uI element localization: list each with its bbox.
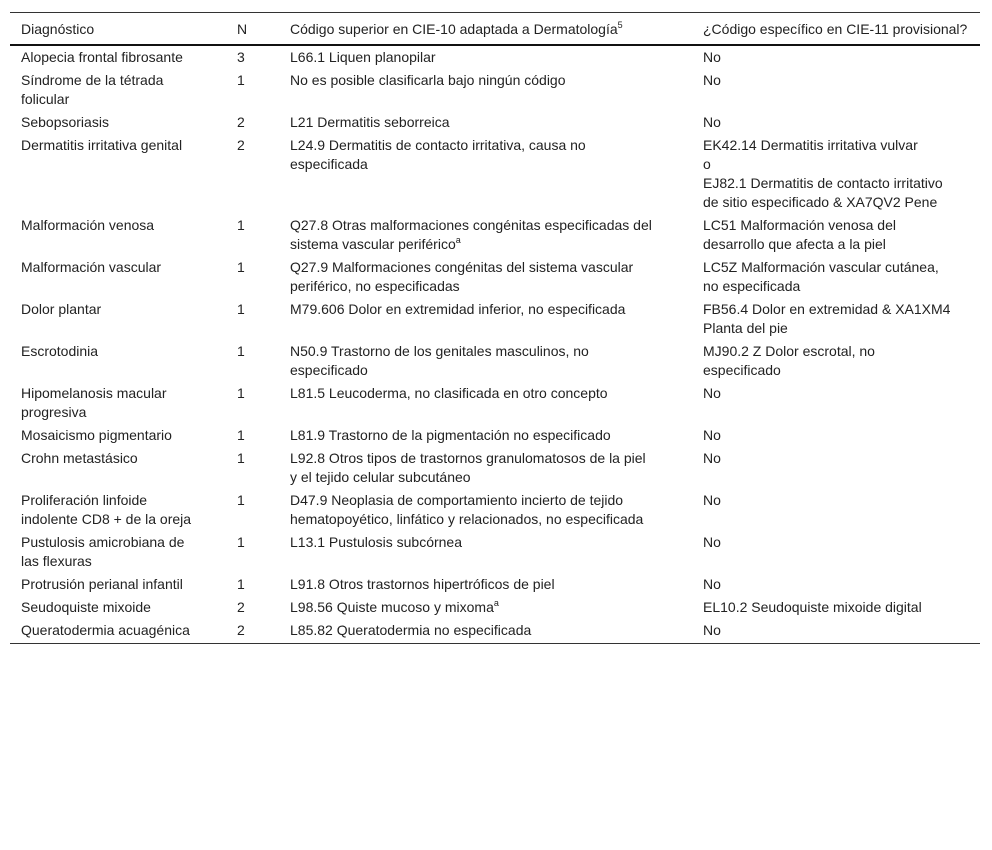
cell-cie10-text: L85.82 Queratodermia no especificada [290,622,532,638]
cell-cie11: No [703,534,721,550]
cell-n: 1 [237,259,245,275]
table-row [10,424,980,447]
header-n: N [237,21,248,37]
cell-cie10-text: D47.9 Neoplasia de comportamiento incierto de tejido hematopoyético, linfático y relacionados, no especificada [290,492,644,527]
cell-cie10 [279,424,692,447]
cell-n: 1 [237,534,245,550]
table-row [10,298,980,340]
cell-cie10-text: M79.606 Dolor en extremidad inferior, no especificada [290,301,626,317]
cell-cie10-text: L66.1 Liquen planopilar [290,49,436,65]
cell-cie10-text: L92.8 Otros tipos de trastornos granulomatosos de la piel y el tejido celular subcutáneo [290,450,646,485]
cell-diagnostico: Crohn metastásico [21,450,138,466]
cell-cie11: LC5Z Malformación vascular cutánea, no especificada [703,259,939,294]
table-row [10,111,980,134]
cell-cie10 [279,69,692,111]
cell-cie10-text: No es posible clasificarla bajo ningún código [290,72,566,88]
cell-cie10 [279,111,692,134]
cell-cie10 [279,298,692,340]
cell-cie11: No [703,576,721,592]
table-row [10,573,980,596]
cell-cie10 [279,134,692,214]
table-row [10,489,980,531]
cell-cie10-text: L91.8 Otros trastornos hipertróficos de piel [290,576,555,592]
cell-diagnostico: Hipomelanosis macular progresiva [21,385,167,420]
cell-n: 2 [237,137,245,153]
table-row [10,69,980,111]
footnote-ref: a [455,235,461,245]
diagnosis-table [10,12,980,644]
cell-diagnostico: Malformación venosa [21,217,155,233]
cell-cie10-text: N50.9 Trastorno de los genitales masculinos, no especificado [290,343,589,378]
cell-n: 1 [237,450,245,466]
cell-cie10 [279,619,692,644]
cell-diagnostico: Dermatitis irritativa genital [21,137,183,153]
cell-diagnostico: Mosaicismo pigmentario [21,427,172,443]
cell-n: 2 [237,114,245,130]
cell-cie11: EL10.2 Seudoquiste mixoide digital [703,599,922,615]
cell-cie11: No [703,622,721,638]
cell-cie10 [279,489,692,531]
cell-n: 1 [237,217,245,233]
cell-diagnostico: Malformación vascular [21,259,162,275]
cell-diagnostico: Protrusión perianal infantil [21,576,183,592]
cell-cie10 [279,447,692,489]
cell-n: 1 [237,301,245,317]
cell-cie10-text: L13.1 Pustulosis subcórnea [290,534,462,550]
cell-cie10-text: L24.9 Dermatitis de contacto irritativa, causa no especificada [290,137,586,172]
table-row [10,256,980,298]
cell-cie10-text: L81.9 Trastorno de la pigmentación no especificado [290,427,611,443]
cell-cie11: No [703,385,721,401]
cell-cie10 [279,531,692,573]
cell-n: 1 [237,72,245,88]
table-row [10,619,980,644]
cell-diagnostico: Pustulosis amicrobiana de las flexuras [21,534,185,569]
table-row [10,382,980,424]
cell-cie10-text: Q27.8 Otras malformaciones congénitas especificadas del sistema vascular periférico [290,217,652,252]
table-row [10,340,980,382]
cell-diagnostico: Queratodermia acuagénica [21,622,190,638]
cell-n: 3 [237,49,245,65]
cell-n: 2 [237,622,245,638]
cell-cie11: No [703,427,721,443]
cell-cie10 [279,256,692,298]
header-cie10 [279,13,692,46]
table-header-row [10,13,980,46]
cell-diagnostico: Síndrome de la tétrada folicular [21,72,164,107]
cell-cie10 [279,340,692,382]
cell-n: 2 [237,599,245,615]
cell-n: 1 [237,343,245,359]
cell-n: 1 [237,492,245,508]
footnote-ref: a [493,598,499,608]
cell-cie10-text: Q27.9 Malformaciones congénitas del sistema vascular periférico, no especificadas [290,259,634,294]
cell-diagnostico: Escrotodinia [21,343,99,359]
cell-cie11: MJ90.2 Z Dolor escrotal, no especificado [703,343,875,378]
cell-cie10-text: L98.56 Quiste mucoso y mixoma [290,599,494,615]
cell-diagnostico: Seudoquiste mixoide [21,599,151,615]
table-row [10,596,980,619]
cell-cie10 [279,214,692,256]
cell-cie10-text: L21 Dermatitis seborreica [290,114,450,130]
cell-cie11: LC51 Malformación venosa del desarrollo que afecta a la piel [703,217,896,252]
cell-cie11: FB56.4 Dolor en extremidad & XA1XM4 Planta del pie [703,301,951,336]
cell-diagnostico: Dolor plantar [21,301,102,317]
cell-diagnostico: Sebopsoriasis [21,114,109,130]
header-cie10-label: Código superior en CIE-10 adaptada a Dermatología [290,21,618,37]
cell-cie11: EK42.14 Dermatitis irritativa vulvar o EJ82.1 Dermatitis de contacto irritativo de sitio especificado & XA7QV2 Pene [703,137,943,210]
cell-cie10 [279,596,692,619]
cell-n: 1 [237,385,245,401]
cell-n: 1 [237,427,245,443]
header-cie11: ¿Código específico en CIE-11 provisional? [703,21,968,37]
table-row [10,214,980,256]
cell-n: 1 [237,576,245,592]
cell-cie10-text: L81.5 Leucoderma, no clasificada en otro concepto [290,385,608,401]
cell-diagnostico: Proliferación linfoide indolente CD8 + de la oreja [21,492,192,527]
cell-diagnostico: Alopecia frontal fibrosante [21,49,183,65]
table-row [10,531,980,573]
header-diagnostico: Diagnóstico [21,21,95,37]
table-row [10,447,980,489]
cell-cie11: No [703,450,721,466]
table-row [10,45,980,69]
cell-cie10 [279,573,692,596]
table-row [10,134,980,214]
cell-cie10 [279,45,692,69]
cell-cie11: No [703,114,721,130]
cell-cie11: No [703,49,721,65]
footnote-ref: 5 [617,20,623,30]
cell-cie11: No [703,492,721,508]
cell-cie11: No [703,72,721,88]
cell-cie10 [279,382,692,424]
